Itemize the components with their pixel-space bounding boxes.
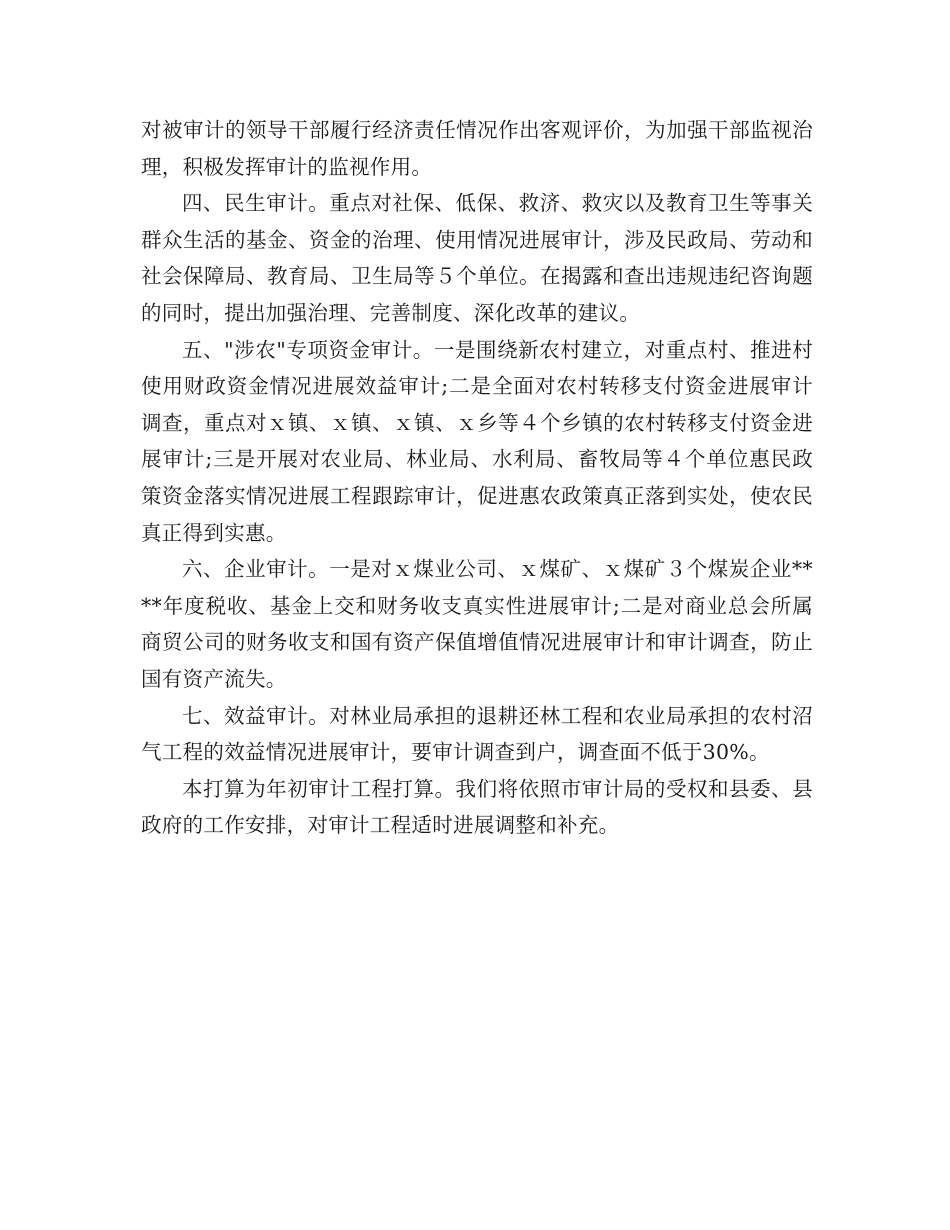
paragraph-continuation: 对被审计的领导干部履行经济责任情况作出客观评价，为加强干部监视治理，积极发挥审计的监视作用。 xyxy=(141,118,813,179)
paragraph-agriculture-fund-audit: 五、"涉农"专项资金审计。一是围绕新农村建立，对重点村、推进村使用财政资金情况进展效益审计;二是全面对农村转移支付资金进展审计调查，重点对ｘ镇、ｘ镇、ｘ镇、ｘ乡等４个乡镇的农村转移支付资金进展审计;三是开展对农业局、林业局、水利局、畜牧局等４个单位惠民政策资金落实情况进展工程跟踪审计，促进惠农政策真正落到实处，使农民真正得到实惠。 xyxy=(141,337,813,545)
document-body xyxy=(141,112,813,844)
paragraph-benefit-audit: 七、效益审计。对林业局承担的退耕还林工程和农业局承担的农村沼气工程的效益情况进展审计，要审计调查到户，调查面不低于30%。 xyxy=(141,703,813,765)
paragraph-closing: 本打算为年初审计工程打算。我们将依照市审计局的受权和县委、县政府的工作安排，对审计工程适时进展调整和补充。 xyxy=(141,776,813,838)
paragraph-enterprise-audit: 六、企业审计。一是对ｘ煤业公司、ｘ煤矿、ｘ煤矿３个煤炭企业****年度税收、基金上交和财务收支真实性进展审计;二是对商业总会所属商贸公司的财务收支和国有资产保值增值情况进展审计和审计调查，防止国有资产流失。 xyxy=(141,557,813,691)
paragraph-livelihood-audit: 四、民生审计。重点对社保、低保、救济、救灾以及教育卫生等事关群众生活的基金、资金的治理、使用情况进展审计，涉及民政局、劳动和社会保障局、教育局、卫生局等５个单位。在揭露和查出违规违纪咨询题的同时，提出加强治理、完善制度、深化改革的建议。 xyxy=(141,191,813,325)
